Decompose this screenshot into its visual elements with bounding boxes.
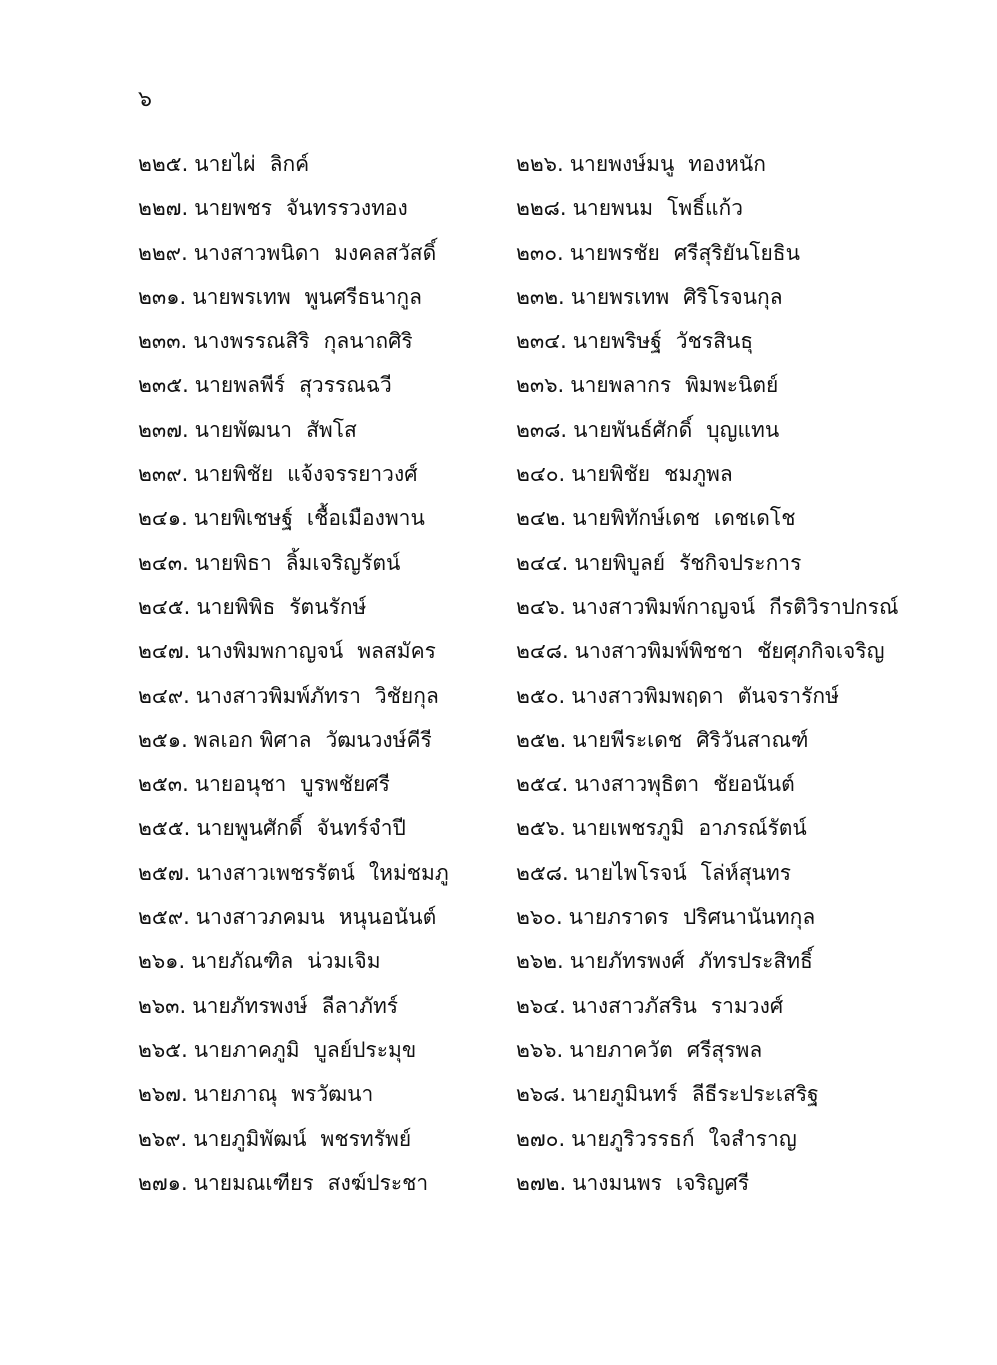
entry-family-name: แจ้งจรรยาวงศ์ <box>287 462 418 487</box>
list-item <box>516 764 938 808</box>
entry-number: ๒๕๓. <box>138 772 189 797</box>
entry-given-name: นายพีระเดช <box>572 727 683 752</box>
entry-family-name: พรวัฒนา <box>291 1082 374 1107</box>
entry-family-name: ลีลาภัทร์ <box>321 993 399 1018</box>
list-item <box>138 498 516 542</box>
list-item <box>138 941 516 985</box>
entry-given-name: นางสาวพิมพฤดา <box>571 683 724 708</box>
entry-number: ๒๔๔. <box>516 550 569 575</box>
list-item <box>516 454 938 498</box>
entry-given-name: นายภัทรพงษ์ <box>192 993 308 1018</box>
list-item <box>516 808 938 852</box>
entry-number: ๒๓๗. <box>138 417 189 442</box>
entry-number: ๒๕๗. <box>138 860 191 885</box>
entry-family-name: พชรทรัพย์ <box>320 1126 412 1151</box>
list-item <box>138 986 516 1030</box>
list-item <box>138 1030 516 1074</box>
entry-family-name: พูนศรีธนากูล <box>304 284 423 309</box>
entry-number: ๒๗๑. <box>138 1170 188 1195</box>
entry-number: ๒๔๗. <box>138 639 191 664</box>
entry-given-name: นายพิธา <box>194 550 272 575</box>
entry-number: ๒๔๓. <box>138 550 189 575</box>
entry-number: ๒๓๒. <box>516 284 565 309</box>
entry-family-name: เดชเดโช <box>714 506 796 531</box>
entry-given-name: นางพิมพกาญจน์ <box>196 639 344 664</box>
entry-given-name: นางสาวภคมน <box>195 905 325 930</box>
list-item <box>516 233 938 277</box>
entry-number: ๒๕๘. <box>516 860 569 885</box>
entry-given-name: นายพนม <box>572 196 654 221</box>
entry-family-name: ลิกค์ <box>269 152 310 176</box>
list-item <box>138 808 516 852</box>
entry-given-name: นายพงษ์มนู <box>569 152 675 176</box>
entry-number: ๒๓๔. <box>516 329 567 354</box>
entry-number: ๒๕๒. <box>516 727 567 752</box>
entry-given-name: นายเพชรภูมิ <box>571 816 685 841</box>
entry-given-name: นายภัณฑิล <box>191 949 294 974</box>
list-item <box>138 676 516 720</box>
entry-family-name: เชื้อเมืองพาน <box>306 506 425 531</box>
list-item <box>516 1074 938 1118</box>
entry-family-name: สงฆ์ประชา <box>327 1170 429 1195</box>
entry-number: ๒๔๙. <box>138 683 190 708</box>
entry-family-name: ใหม่ชมภู <box>368 860 449 885</box>
entry-family-name: รัชกิจประการ <box>679 550 802 575</box>
entry-given-name: นายภูมินทร์ <box>572 1082 678 1107</box>
entry-given-name: นายพิบูลย์ <box>574 550 666 575</box>
entry-given-name: นายพันธ์ศักดิ์ <box>573 417 693 442</box>
entry-number: ๒๕๙. <box>138 905 190 930</box>
entry-given-name: นายภราดร <box>568 905 669 930</box>
list-item <box>138 321 516 365</box>
entry-family-name: หนุนอนันต์ <box>338 905 437 930</box>
entry-family-name: จันทร์จำปี <box>316 816 406 841</box>
entry-given-name: นายภาคภูมิ <box>193 1037 300 1062</box>
entry-given-name: นายพิชัย <box>194 462 274 487</box>
entry-given-name: พลเอก พิศาล <box>193 727 312 752</box>
list-item <box>138 1163 516 1207</box>
entry-family-name: ศรีสุริยันโยธิน <box>673 240 800 265</box>
entry-given-name: นายไผ่ <box>194 152 256 176</box>
entry-given-name: นายพิเชษฐ์ <box>193 506 293 531</box>
list-item <box>516 1030 938 1074</box>
entry-family-name: สัพโส <box>306 417 357 442</box>
entry-family-name: บุญแทน <box>706 417 780 442</box>
entry-family-name: ภัทรประสิทธิ์ <box>698 949 813 974</box>
list-item <box>516 631 938 675</box>
entry-given-name: นางมนพร <box>572 1170 662 1195</box>
entry-number: ๒๖๖. <box>516 1037 564 1062</box>
list-item <box>138 587 516 631</box>
entry-given-name: นายพลพีร์ <box>194 373 286 398</box>
entry-given-name: นายภัทรพงศ์ <box>569 949 685 974</box>
list-item <box>516 188 938 232</box>
entry-number: ๒๕๕. <box>138 816 191 841</box>
entry-given-name: นางสาวภัสริน <box>571 993 697 1018</box>
entry-family-name: ทองหนัก <box>688 152 766 176</box>
entry-family-name: ชัยอนันต์ <box>713 772 795 797</box>
entry-number: ๒๒๕. <box>138 152 189 176</box>
list-item <box>516 853 938 897</box>
entry-number: ๒๒๗. <box>138 196 189 221</box>
entry-number: ๒๓๑. <box>138 284 187 309</box>
entry-given-name: นายไพโรจน์ <box>574 860 687 885</box>
entry-number: ๒๓๙. <box>138 462 189 487</box>
entry-number: ๒๖๑. <box>138 949 186 974</box>
list-item <box>516 1119 938 1163</box>
entry-given-name: นางสาวพนิดา <box>193 240 321 265</box>
entry-family-name: รัตนรักษ์ <box>289 594 367 619</box>
entry-number: ๒๖๒. <box>516 949 564 974</box>
entry-number: ๒๗๒. <box>516 1170 567 1195</box>
entry-number: ๒๔๕. <box>138 594 191 619</box>
list-item <box>516 676 938 720</box>
entry-family-name: พลสมัคร <box>357 639 436 664</box>
list-item <box>516 720 938 764</box>
entry-family-name: ชมภูพล <box>664 462 733 487</box>
entry-number: ๒๒๙. <box>138 240 188 265</box>
entry-given-name: นางสาวพิมพ์ภัทรา <box>195 683 361 708</box>
list-item <box>516 1163 938 1207</box>
list-item <box>138 1074 516 1118</box>
entry-given-name: นางพรรณสิริ <box>193 329 310 354</box>
list-item <box>516 410 938 454</box>
list-item <box>138 764 516 808</box>
entry-number: ๒๔๘. <box>516 639 569 664</box>
entry-number: ๒๓๘. <box>516 417 568 442</box>
entry-number: ๒๖๔. <box>516 993 566 1018</box>
entry-number: ๒๒๘. <box>516 196 567 221</box>
entry-given-name: นายพรชัย <box>569 240 660 265</box>
list-item <box>516 365 938 409</box>
list-item <box>138 1119 516 1163</box>
entry-given-name: นางสาวพิมพ์กาญจน์ <box>571 594 756 619</box>
entry-given-name: นางสาวพิมพ์พิชชา <box>574 639 744 664</box>
entry-given-name: นายพชร <box>194 196 272 221</box>
entry-family-name: น่วมเจิม <box>307 949 381 974</box>
list-item <box>138 233 516 277</box>
entry-given-name: นายพัฒนา <box>194 417 293 442</box>
entry-given-name: นายภาณุ <box>193 1082 278 1107</box>
entry-number: ๒๕๖. <box>516 816 566 841</box>
entry-given-name: นายพริษฐ์ <box>572 329 662 354</box>
entry-family-name: ศิริโรจนกุล <box>683 284 783 309</box>
entry-given-name: นายพูนศักดิ์ <box>196 816 303 841</box>
entry-number: ๒๖๘. <box>516 1082 567 1107</box>
list-item <box>516 543 938 587</box>
entry-number: ๒๖๕. <box>138 1037 188 1062</box>
list-item <box>138 631 516 675</box>
entry-number: ๒๔๒. <box>516 506 567 531</box>
entry-family-name: อาภรณ์รัตน์ <box>698 816 807 841</box>
entry-family-name: บูลย์ประมุข <box>313 1037 417 1062</box>
entry-family-name: ปริศนานันทกุล <box>682 905 816 930</box>
entry-given-name: นายพิพิธ <box>196 594 276 619</box>
list-item <box>516 897 938 941</box>
entry-family-name: มงคลสวัสดิ์ <box>334 240 437 265</box>
entry-family-name: กีรติวิราปกรณ์ <box>769 594 899 619</box>
list-item <box>138 410 516 454</box>
entry-family-name: ลิ้มเจริญรัตน์ <box>285 550 401 575</box>
entry-number: ๒๖๙. <box>138 1126 188 1151</box>
entry-family-name: ใจสำราญ <box>708 1126 797 1151</box>
entry-given-name: นายพิทักษ์เดช <box>572 506 701 531</box>
entry-given-name: นายภูมิพัฒน์ <box>193 1126 307 1151</box>
list-item <box>138 897 516 941</box>
entry-number: ๒๖๐. <box>516 905 563 930</box>
list-item <box>138 144 516 188</box>
entry-family-name: บูรพชัยศรี <box>300 772 390 797</box>
entry-family-name: วัฒนวงษ์คีรี <box>325 727 432 752</box>
name-list <box>138 144 938 1207</box>
list-item <box>138 188 516 232</box>
list-item <box>138 454 516 498</box>
entry-family-name: ชัยศุภกิจเจริญ <box>757 639 885 664</box>
list-item <box>138 853 516 897</box>
entry-family-name: ตันจรารักษ์ <box>737 683 839 708</box>
entry-number: ๒๗๐. <box>516 1126 566 1151</box>
entry-given-name: นายภูริวรรธก์ <box>571 1126 695 1151</box>
list-item <box>516 144 938 188</box>
entry-given-name: นางสาวพุธิตา <box>574 772 700 797</box>
list-item <box>138 543 516 587</box>
entry-family-name: รามวงศ์ <box>710 993 784 1018</box>
list-item <box>516 587 938 631</box>
entry-number: ๒๕๐. <box>516 683 566 708</box>
entry-number: ๒๓๓. <box>138 329 188 354</box>
entry-family-name: เจริญศรี <box>675 1170 750 1195</box>
entry-number: ๒๕๑. <box>138 727 188 752</box>
entry-number: ๒๖๓. <box>138 993 187 1018</box>
entry-given-name: นายพรเทพ <box>570 284 670 309</box>
entry-number: ๒๔๑. <box>138 506 188 531</box>
entry-family-name: สุวรรณฉวี <box>299 373 392 398</box>
entry-number: ๒๓๖. <box>516 373 565 398</box>
entry-family-name: โพธิ์แก้ว <box>667 196 744 221</box>
list-item <box>516 321 938 365</box>
entry-given-name: นายพรเทพ <box>192 284 291 309</box>
entry-number: ๒๒๖. <box>516 152 564 176</box>
entry-number: ๒๖๗. <box>138 1082 188 1107</box>
entry-number: ๒๔๐. <box>516 462 566 487</box>
entry-number: ๒๔๖. <box>516 594 566 619</box>
entry-family-name: ศรีสุรพล <box>686 1037 763 1062</box>
entry-family-name: ศิริวันสาณฑ์ <box>696 727 809 752</box>
entry-given-name: นายมณเฑียร <box>193 1170 314 1195</box>
entry-family-name: ลีธีระประเสริฐ <box>691 1082 819 1107</box>
entry-number: ๒๓๕. <box>138 373 189 398</box>
list-item <box>516 941 938 985</box>
list-item <box>138 720 516 764</box>
entry-given-name: นายพลากร <box>570 373 672 398</box>
entry-family-name: พิมพะนิตย์ <box>685 373 779 398</box>
entry-given-name: นายอนุชา <box>194 772 287 797</box>
list-item <box>138 365 516 409</box>
entry-family-name: วิชัยกุล <box>374 683 439 708</box>
entry-given-name: นายภาควัต <box>569 1037 673 1062</box>
entry-family-name: จันทรรวงทอง <box>285 196 408 221</box>
entry-number: ๒๓๐. <box>516 240 564 265</box>
entry-family-name: วัชรสินธุ <box>675 329 754 354</box>
entry-given-name: นางสาวเพชรรัตน์ <box>196 860 355 885</box>
list-item <box>516 986 938 1030</box>
list-item <box>516 498 938 542</box>
list-item <box>138 277 516 321</box>
entry-given-name: นายพิชัย <box>571 462 651 487</box>
page-number: ๖ <box>138 87 152 112</box>
entry-family-name: โล่ห์สุนทร <box>700 860 791 885</box>
entry-family-name: กุลนาถศิริ <box>323 329 413 354</box>
list-item <box>516 277 938 321</box>
entry-number: ๒๕๔. <box>516 772 569 797</box>
